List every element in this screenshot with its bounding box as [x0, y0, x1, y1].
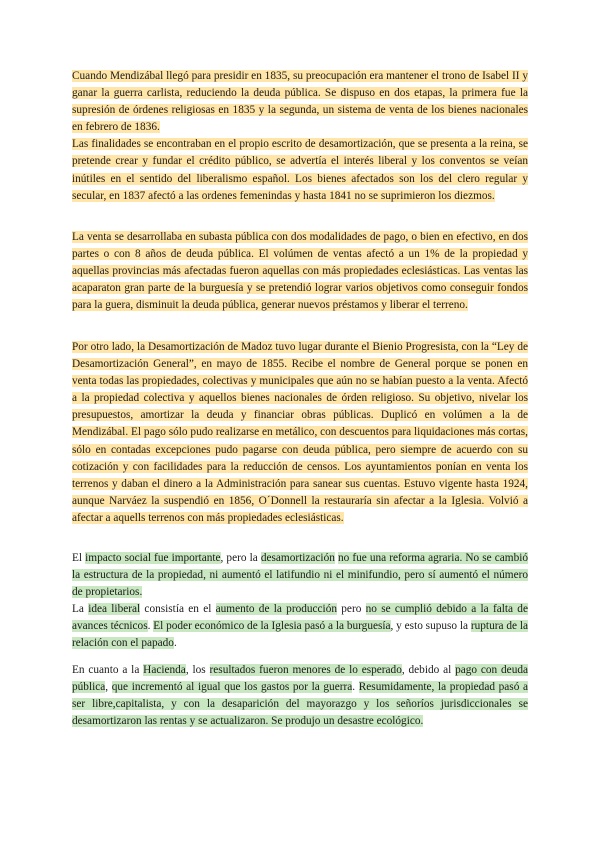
paragraph-madoz — [72, 339, 528, 527]
text-run: , los — [185, 664, 210, 676]
text-run: pero — [337, 603, 366, 616]
text-run: , pero la — [220, 552, 261, 564]
highlighted-text: Las finalidades se encontraban en el propio escrito de desamortización, que se presenta a la reina, se pretende crear y fundar el crédito público, se advertía el interés liberal y los conventos se veían inútiles en el sentido del liberalismo español. Los bienes afectados son los del clero regular y secular, en 1837 afectó a las ordenes femenindas y hasta 1841 no se suprimieron los diezmos. — [72, 138, 528, 202]
highlighted-text: Cuando Mendizábal llegó para presidir en 1835, su preocupación era mantener el trono de Isabel II y ganar la guerra carlista, reduciendo la deuda pública. Se dispuso en dos etapas, la primera fue la supresión de órdenes religiosas en 1835 y la segunda, un sistema de venta de los bienes nacionales en febrero de 1836. — [72, 70, 528, 134]
highlighted-text: El poder económico de la Iglesia pasó a la burguesía — [153, 620, 391, 633]
text-run: consistía en el — [140, 603, 216, 616]
text-run: La — [72, 603, 89, 616]
highlighted-text: Resumidamente, la propiedad pasó a ser libre,capitalista, y con la desaparición del mayorazgo y los señoríos jurisdiccionales se desamortizaron las rentas y se actualizaron. Se produjo un desastre ecológico. — [72, 681, 529, 728]
text-run: , — [105, 681, 112, 694]
highlighted-text: idea liberal — [88, 603, 141, 616]
text-run: . — [147, 620, 154, 633]
highlighted-text: resultados fueron menores de lo esperado — [209, 664, 402, 676]
highlighted-text: La venta se desarrollaba en subasta pública con dos modalidades de pago, o bien en efectivo, en dos partes o con 8 años de deuda pública. El volúmen de ventas afectó a un 1% de la propiedad y aquellas provincias más afectadas fueron aquellas con más propiedades eclesiásticas. Las ventas las acaparaton gran parte de la burguesía y se pretendió lograr varios objetivos como conseguir fondos para la guera, disminuit la deuda pública, generar nuevos préstamos y liberar el terreno. — [72, 231, 528, 312]
highlighted-text: no se cumplió debido a la falta de avances técnicos — [72, 603, 528, 633]
highlighted-text: aumento de la producción — [215, 603, 337, 616]
text-run: , y esto supuso la — [390, 620, 471, 633]
text-run: . — [173, 637, 177, 650]
highlighted-text: Hacienda — [143, 664, 186, 676]
text-run: . — [352, 681, 359, 694]
text-run: , debido al — [401, 664, 456, 676]
text-run: El — [72, 552, 86, 564]
paragraph-mendizabal — [72, 68, 528, 205]
highlighted-text: pago con deuda pública — [72, 664, 529, 694]
highlighted-text: que incrementó al igual que los gastos por la guerra — [111, 681, 353, 694]
paragraph-impacto-social — [72, 550, 528, 653]
highlighted-text: ruptura de la relación con el papado — [72, 620, 528, 650]
paragraph-hacienda — [72, 662, 528, 730]
highlighted-text: . No se cambió la estructura de la propiedad, ni aumentó el latifundio ni el minifundio, pero sí aumentó el número de propietarios. — [72, 552, 529, 599]
text-run: En cuanto a la — [72, 664, 144, 676]
highlighted-text: no fue una reforma agraria — [337, 552, 460, 564]
highlighted-text: Por otro lado, la Desamortización de Madoz tuvo lugar durante el Bienio Progresista, con la “Ley de Desamortización General”, en mayo de 1855. Recibe el nombre de General porque se ponen en venta todas las propiedades, colectivas y municipales que aún no se habían puesto a la venta. Afectó a la propiedad colectiva y aquellos bienes nacionales de órden religioso. Su objetivo, nivelar los presupuestos, amortizar la deuda y financiar obras públicas. Duplicó en volúmen a la de Mendizábal. El pago sólo pudo realizarse en metálico, con descuentos para liquidaciones más cortas, sólo en contadas excepciones pudo pagarse con deuda pública, pero siempre de acuerdo con su cotización y con facilidades para la reducción de censos. Los ayuntamientos ponían en venta los terrenos y daban el dinero a la Administración para sanear sus cuentas. Estuvo vigente hasta 1924, aunque Narváez la suspendió en 1856, O´Donnell la restauraría sin afectar a la Iglesia. Volvió a afectar a aquells terrenos con más propiedades eclesiásticas. — [72, 341, 528, 524]
paragraph-venta-subasta — [72, 229, 528, 314]
highlighted-text: impacto social fue importante — [85, 552, 221, 564]
highlighted-text: desamortización — [260, 552, 335, 564]
